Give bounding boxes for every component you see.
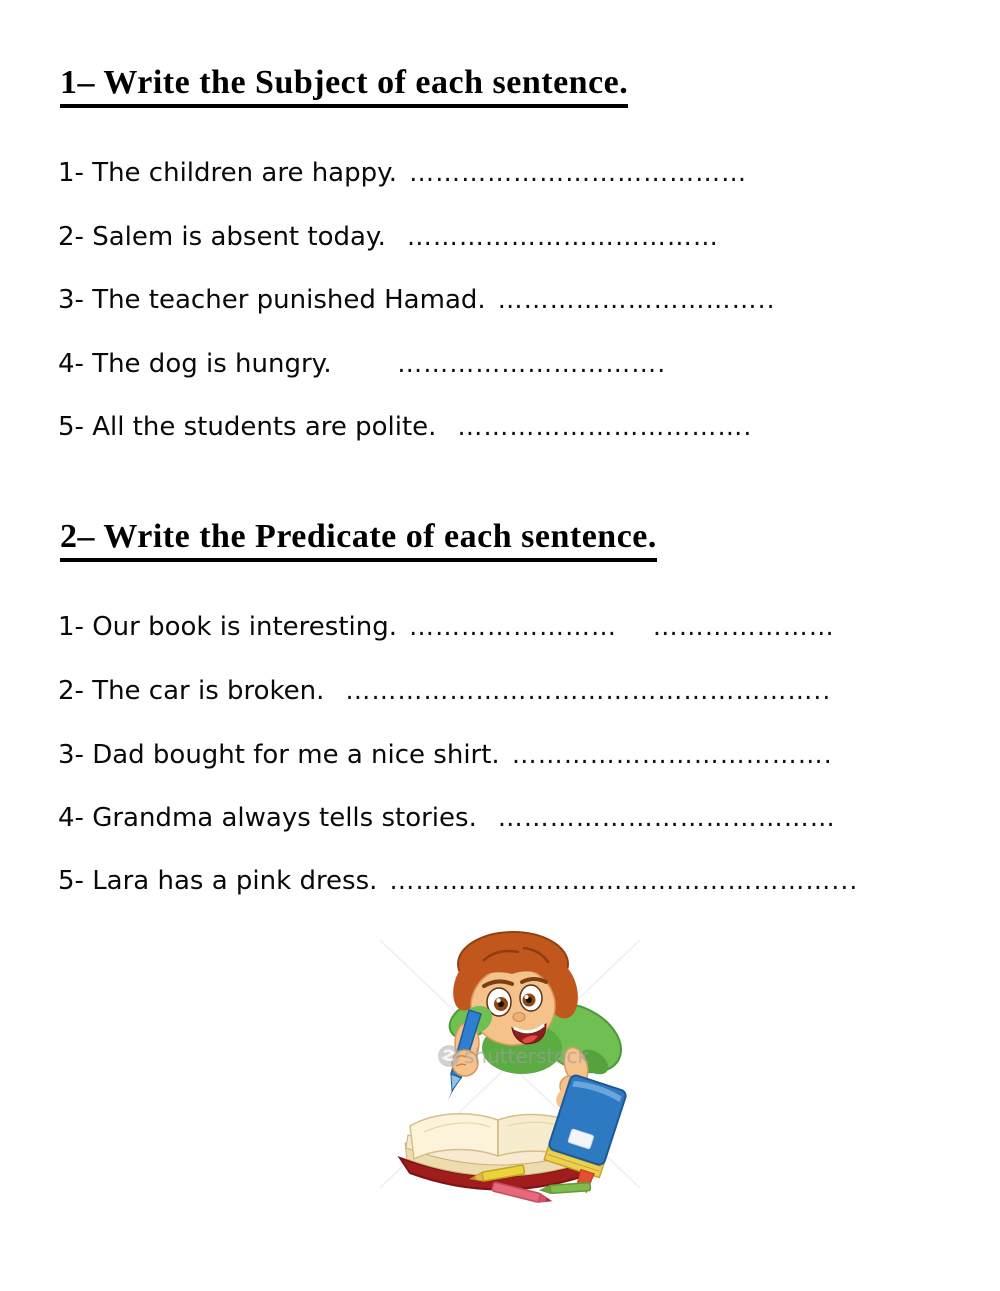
answer-blank[interactable]: ……………………………… [397, 222, 719, 251]
sentence-text: 5- All the students are polite. [58, 412, 437, 442]
sentence-text: 2- Salem is absent today. [58, 222, 386, 252]
exercise-2-item-2 [58, 676, 831, 706]
sentence-text: 4- The dog is hungry. [58, 349, 332, 379]
nose [513, 1013, 525, 1022]
exercise-1-item-5 [58, 412, 752, 442]
answer-blank[interactable]: ………………………….. [497, 285, 776, 314]
boy-writing-svg [372, 916, 648, 1212]
sentence-text: 3- Dad bought for me a nice shirt. [58, 740, 500, 770]
answer-blank[interactable]: …………………………. [343, 349, 667, 378]
sentence-text: 2- The car is broken. [58, 676, 325, 706]
exercise-2-title [60, 518, 657, 556]
watermark-text: shutterstock [464, 1044, 590, 1068]
exercise-1-title [60, 64, 628, 102]
answer-blank[interactable]: ……………………………. [448, 412, 753, 441]
exercise-2-item-1 [58, 612, 835, 642]
answer-blank[interactable]: …………………… ………………… [408, 612, 835, 641]
exercise-1-item-4 [58, 349, 666, 379]
exercise-2-item-5 [58, 866, 858, 896]
sentence-text: 4- Grandma always tells stories. [58, 803, 477, 833]
boy-figure [443, 932, 632, 1104]
boy-writing-illustration [372, 916, 648, 1212]
sentence-text: 1- The children are happy. [58, 158, 398, 188]
exercise-1-item-2 [58, 222, 719, 252]
exercise-2-item-4 [58, 803, 836, 833]
exercise-1-title-text: 1– Write the Subject of each sentence. [60, 64, 628, 108]
answer-blank[interactable]: ………………………………… [409, 158, 748, 187]
answer-blank[interactable]: ………………………………. [511, 740, 833, 769]
exercise-1-item-3 [58, 285, 776, 315]
answer-blank[interactable]: ………………………………… [488, 803, 836, 832]
exercise-2-item-3 [58, 740, 833, 770]
sentence-text: 3- The teacher punished Hamad. [58, 285, 486, 315]
exercise-1-item-1 [58, 158, 747, 188]
answer-blank[interactable]: ……………………………………………... [389, 866, 859, 895]
answer-blank[interactable]: ……………………………………………….. [336, 676, 832, 705]
sentence-text: 1- Our book is interesting. [58, 612, 397, 642]
exercise-2-title-text: 2– Write the Predicate of each sentence. [60, 518, 657, 562]
sentence-text: 5- Lara has a pink dress. [58, 866, 378, 896]
